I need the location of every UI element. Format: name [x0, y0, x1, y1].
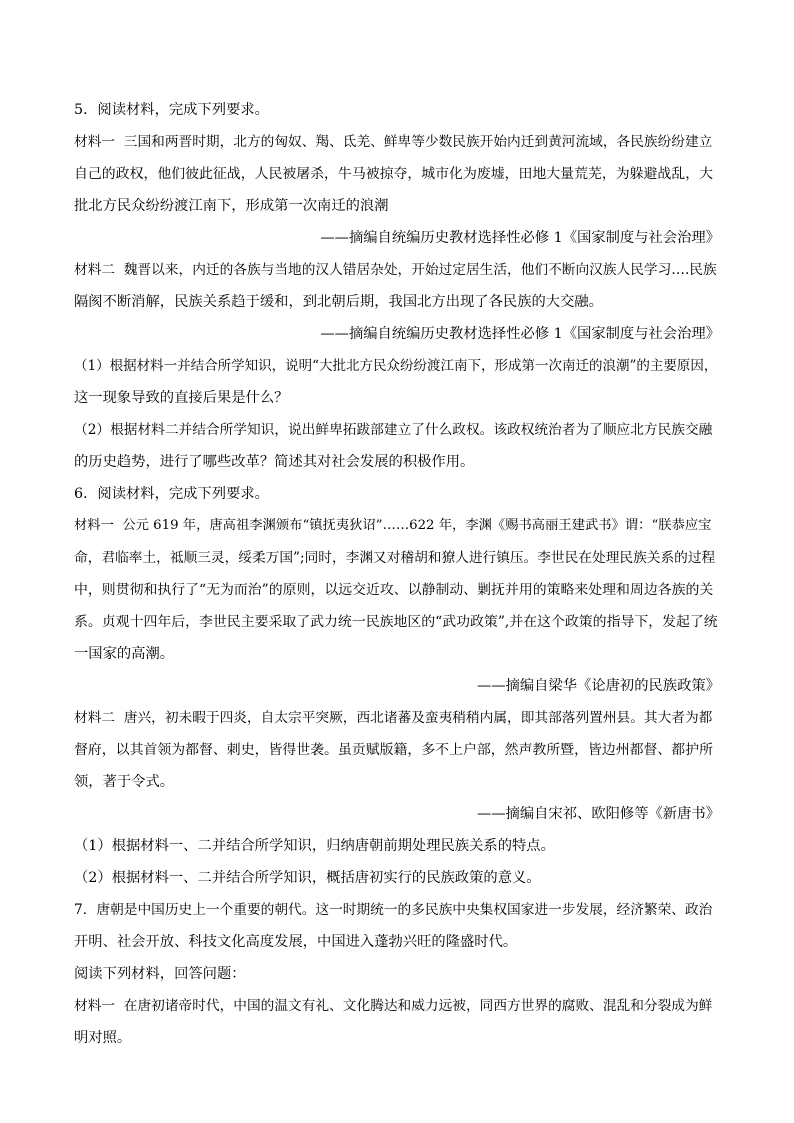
question-6-material-1 — [74, 510, 720, 670]
text-line: 材料二 唐兴，初未暇于四炎，自太宗平突厥，西北诸蕃及蛮夷稍稍内属，即其部落列置州县。其大者为都 — [74, 710, 713, 726]
text-line: 这一现象导致的直接后果是什么？ — [74, 390, 289, 406]
text-line: 材料一 公元 619 年，唐高祖李渊颁布“镇抚夷狄诏”……622 年，李渊《赐书高丽王建武书》谓：“朕恭应宝 — [74, 518, 712, 533]
question-6-material-2-source: ——摘编自宋祁、欧阳修等《新唐书》 — [476, 806, 720, 822]
text-line: （2）根据材料二并结合所学知识，说出鲜卑拓跋部建立了什么政权。该政权统治者为了顺应北方民族交融 — [74, 422, 713, 438]
text-line: 材料一 在唐初诸帝时代，中国的温文有礼、文化腾达和威力远被，同西方世界的腐败、混乱和分裂成为鲜 — [74, 998, 713, 1014]
question-7-material-1 — [74, 990, 720, 1054]
question-5-heading: 5．阅读材料，完成下列要求。 — [74, 102, 269, 118]
text-line: 中，则贯彻和执行了“无为而治”的原则，以远交近攻、以静制动、剿抚并用的策略来处理和周边各族的关 — [74, 582, 714, 598]
text-line: 命，君临率土，祗顺三灵，绥柔万国”;同时，李渊又对稽胡和獠人进行镇压。李世民在处理民族关系的过程 — [74, 550, 716, 566]
text-line: （1）根据材料一并结合所学知识，说明“大批北方民众纷纷渡江南下，形成第一次南迁的浪潮”的主要原因， — [74, 358, 718, 374]
text-line: 开明、社会开放、科技文化高度发展，中国进入蓬勃兴旺的隆盛时代。 — [74, 934, 518, 950]
text-line: 材料一 三国和两晋时期，北方的匈奴、羯、氐羌、鲜卑等少数民族开始内迁到黄河流域，各民族纷纷建立 — [74, 134, 713, 150]
text-line: 的历史趋势，进行了哪些改革？简述其对社会发展的积极作用。 — [74, 454, 475, 470]
document-content — [74, 94, 720, 1054]
text-line: 明对照。 — [74, 1030, 132, 1046]
question-5-sub-2 — [74, 414, 720, 478]
question-7-instruction: 阅读下列材料，回答问题： — [74, 966, 246, 982]
text-line: 自己的政权，他们彼此征战，人民被屠杀，牛马被掠夺，城市化为废墟，田地大量荒芜，为躲避战乱，大 — [74, 166, 713, 182]
question-5-material-1-source: ——摘编自统编历史教材选择性必修 1《国家制度与社会治理》 — [320, 230, 720, 246]
question-6-material-2 — [74, 702, 720, 798]
question-7-heading — [74, 894, 720, 958]
question-6-material-1-source: ——摘编自梁华《论唐初的民族政策》 — [476, 678, 720, 694]
question-5-material-2-source: ——摘编自统编历史教材选择性必修 1《国家制度与社会治理》 — [320, 326, 720, 342]
text-line: 材料二 魏晋以来，内迁的各族与当地的汉人错居杂处，开始过定居生活，他们不断向汉族人民学习….民族 — [74, 262, 717, 278]
question-6-heading: 6．阅读材料，完成下列要求。 — [74, 486, 269, 502]
text-line: 7．唐朝是中国历史上一个重要的朝代。这一时期统一的多民族中央集权国家进一步发展，经济繁荣、政治 — [74, 902, 713, 918]
text-line: 批北方民众纷纷渡江南下，形成第一次南迁的浪潮 — [74, 198, 389, 214]
question-6-sub-1: （1）根据材料一、二并结合所学知识，归纳唐朝前期处理民族关系的特点。 — [74, 838, 555, 854]
question-6-sub-2: （2）根据材料一、二并结合所学知识，概括唐初实行的民族政策的意义。 — [74, 870, 541, 886]
text-line: 系。贞观十四年后，李世民主要采取了武力统一民族地区的“武功政策”,并在这个政策的指导下，发起了统 — [74, 614, 718, 630]
question-5-sub-1 — [74, 350, 720, 414]
text-line: 督府，以其首领为都督、刺史，皆得世袭。虽贡赋版籍，多不上户部，然声教所暨，皆边州都督、都护所 — [74, 742, 713, 758]
text-line: 隔阂不断消解，民族关系趋于缓和，到北朝后期，我国北方出现了各民族的大交融。 — [74, 294, 603, 310]
text-line: 领，著于令式。 — [74, 774, 175, 790]
text-line: 一国家的高潮。 — [74, 646, 175, 662]
question-5-material-2 — [74, 254, 720, 318]
question-5-material-1 — [74, 126, 720, 222]
